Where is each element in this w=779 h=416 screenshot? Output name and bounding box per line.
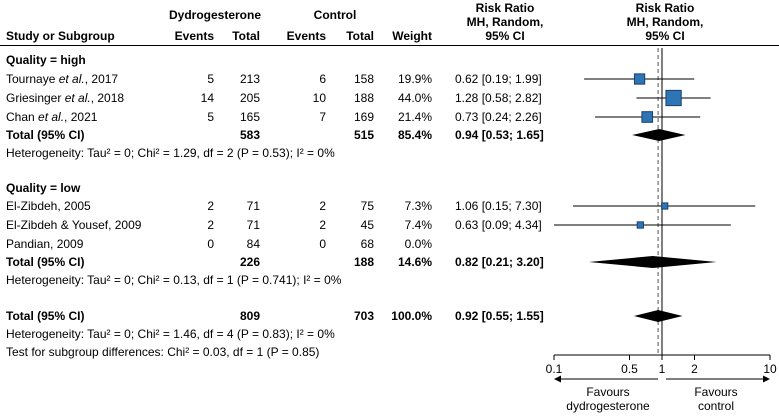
x-tick-label: 0.5 bbox=[621, 362, 638, 376]
total2-cell: 188 bbox=[353, 91, 374, 105]
subgroup-total2: 188 bbox=[353, 255, 374, 269]
overall-weight: 100.0% bbox=[391, 309, 432, 323]
events1-header: Events bbox=[174, 29, 214, 43]
study-marker bbox=[637, 222, 643, 228]
study-column-header: Study or Subgroup bbox=[6, 29, 115, 43]
rr-header-line2: MH, Random, bbox=[466, 15, 544, 29]
weight-cell: 7.3% bbox=[404, 199, 432, 213]
pooled-diamond bbox=[632, 129, 685, 141]
overall-total2: 703 bbox=[353, 309, 374, 323]
subgroup-total1: 226 bbox=[239, 255, 260, 269]
events2-cell: 0 bbox=[319, 237, 326, 251]
study-marker bbox=[634, 74, 644, 84]
study-label: Pandian, 2009 bbox=[6, 237, 84, 251]
weight-cell: 19.9% bbox=[397, 72, 432, 86]
total1-header: Total bbox=[232, 29, 260, 43]
overall-total1: 809 bbox=[239, 309, 260, 323]
ci-cell: 0.63 [0.09; 4.34] bbox=[455, 218, 542, 232]
favours-right-label: control bbox=[697, 399, 735, 413]
total1-cell: 71 bbox=[246, 199, 260, 213]
subgroup-total1: 583 bbox=[239, 128, 260, 142]
ci-cell: 1.28 [0.58; 2.82] bbox=[455, 91, 542, 105]
subgroup-total-label: Total (95% CI) bbox=[6, 255, 85, 269]
events2-cell: 2 bbox=[319, 199, 326, 213]
overall-ci: 0.92 [0.55; 1.55] bbox=[455, 309, 544, 323]
total2-cell: 68 bbox=[360, 237, 374, 251]
events1-cell: 5 bbox=[207, 110, 214, 124]
study-label: Griesinger et al., 2018 bbox=[6, 91, 125, 105]
overall-total-label: Total (95% CI) bbox=[6, 309, 85, 323]
events1-cell: 5 bbox=[207, 72, 214, 86]
favours-left-label: Favours bbox=[586, 385, 630, 399]
events2-cell: 10 bbox=[312, 91, 326, 105]
ci-cell: 0.62 [0.19; 1.99] bbox=[455, 72, 542, 86]
study-marker bbox=[642, 112, 653, 123]
study-label: Tournaye et al., 2017 bbox=[6, 72, 119, 86]
weight-header: Weight bbox=[392, 29, 432, 43]
favours-right-arrowhead bbox=[763, 376, 770, 383]
weight-cell: 21.4% bbox=[397, 110, 432, 124]
x-tick-label: 1 bbox=[658, 362, 666, 376]
plot-header-line2: MH, Random, bbox=[626, 15, 704, 29]
total1-cell: 205 bbox=[239, 91, 260, 105]
weight-cell: 7.4% bbox=[404, 218, 432, 232]
rr-header-line3: 95% CI bbox=[485, 29, 525, 43]
total2-cell: 158 bbox=[353, 72, 374, 86]
total1-cell: 165 bbox=[239, 110, 260, 124]
group2-header: Control bbox=[313, 8, 357, 22]
total1-cell: 213 bbox=[239, 72, 260, 86]
favours-right-label: Favours bbox=[694, 385, 738, 399]
total2-cell: 45 bbox=[360, 218, 374, 232]
events1-cell: 2 bbox=[207, 199, 214, 213]
events1-cell: 14 bbox=[200, 91, 214, 105]
ci-cell: 0.73 [0.24; 2.26] bbox=[455, 110, 542, 124]
pooled-diamond bbox=[589, 256, 717, 268]
events2-cell: 6 bbox=[319, 72, 326, 86]
subgroup-title: Quality = high bbox=[6, 53, 86, 67]
study-marker bbox=[666, 90, 681, 105]
subgroup-title: Quality = low bbox=[6, 181, 81, 195]
x-tick-label: 10 bbox=[763, 362, 777, 376]
group1-header: Dydrogesterone bbox=[168, 8, 262, 22]
study-marker bbox=[662, 203, 668, 209]
subgroup-total-ci: 0.82 [0.21; 3.20] bbox=[455, 255, 544, 269]
pooled-diamond bbox=[634, 310, 683, 322]
total2-cell: 75 bbox=[360, 199, 374, 213]
subgroup-total-label: Total (95% CI) bbox=[6, 128, 85, 142]
weight-cell: 0.0% bbox=[404, 237, 432, 251]
subgroup-difference-test: Test for subgroup differences: Chi² = 0.03, df = 1 (P = 0.85) bbox=[6, 345, 320, 359]
subgroup-heterogeneity: Heterogeneity: Tau² = 0; Chi² = 0.13, df = 1 (P = 0.741); I² = 0% bbox=[6, 273, 342, 287]
events2-cell: 2 bbox=[319, 218, 326, 232]
subgroup-total-weight: 85.4% bbox=[397, 128, 432, 142]
events2-header: Events bbox=[286, 29, 326, 43]
total1-cell: 71 bbox=[246, 218, 260, 232]
total1-cell: 84 bbox=[246, 237, 260, 251]
total2-cell: 169 bbox=[353, 110, 374, 124]
events1-cell: 2 bbox=[207, 218, 214, 232]
x-tick-label: 0.1 bbox=[545, 362, 563, 376]
subgroup-heterogeneity: Heterogeneity: Tau² = 0; Chi² = 1.29, df = 2 (P = 0.53); I² = 0% bbox=[6, 146, 335, 160]
events1-cell: 0 bbox=[207, 237, 214, 251]
subgroup-total2: 515 bbox=[353, 128, 374, 142]
plot-header-line3: 95% CI bbox=[645, 29, 685, 43]
events2-cell: 7 bbox=[319, 110, 326, 124]
rr-header-line1: Risk Ratio bbox=[475, 1, 535, 15]
ci-cell: 1.06 [0.15; 7.30] bbox=[455, 199, 542, 213]
plot-header-line1: Risk Ratio bbox=[635, 1, 695, 15]
subgroup-total-weight: 14.6% bbox=[397, 255, 432, 269]
study-label: El-Zibdeh, 2005 bbox=[6, 199, 91, 213]
study-label: Chan et al., 2021 bbox=[6, 110, 98, 124]
favours-left-label: dydrogesterone bbox=[566, 399, 650, 413]
weight-cell: 44.0% bbox=[397, 91, 432, 105]
study-label: El-Zibdeh & Yousef, 2009 bbox=[6, 218, 142, 232]
x-tick-label: 2 bbox=[691, 362, 698, 376]
total2-header: Total bbox=[346, 29, 374, 43]
overall-heterogeneity: Heterogeneity: Tau² = 0; Chi² = 1.46, df = 4 (P = 0.83); I² = 0% bbox=[6, 327, 335, 341]
favours-left-arrowhead bbox=[554, 376, 561, 383]
subgroup-total-ci: 0.94 [0.53; 1.65] bbox=[455, 128, 544, 142]
